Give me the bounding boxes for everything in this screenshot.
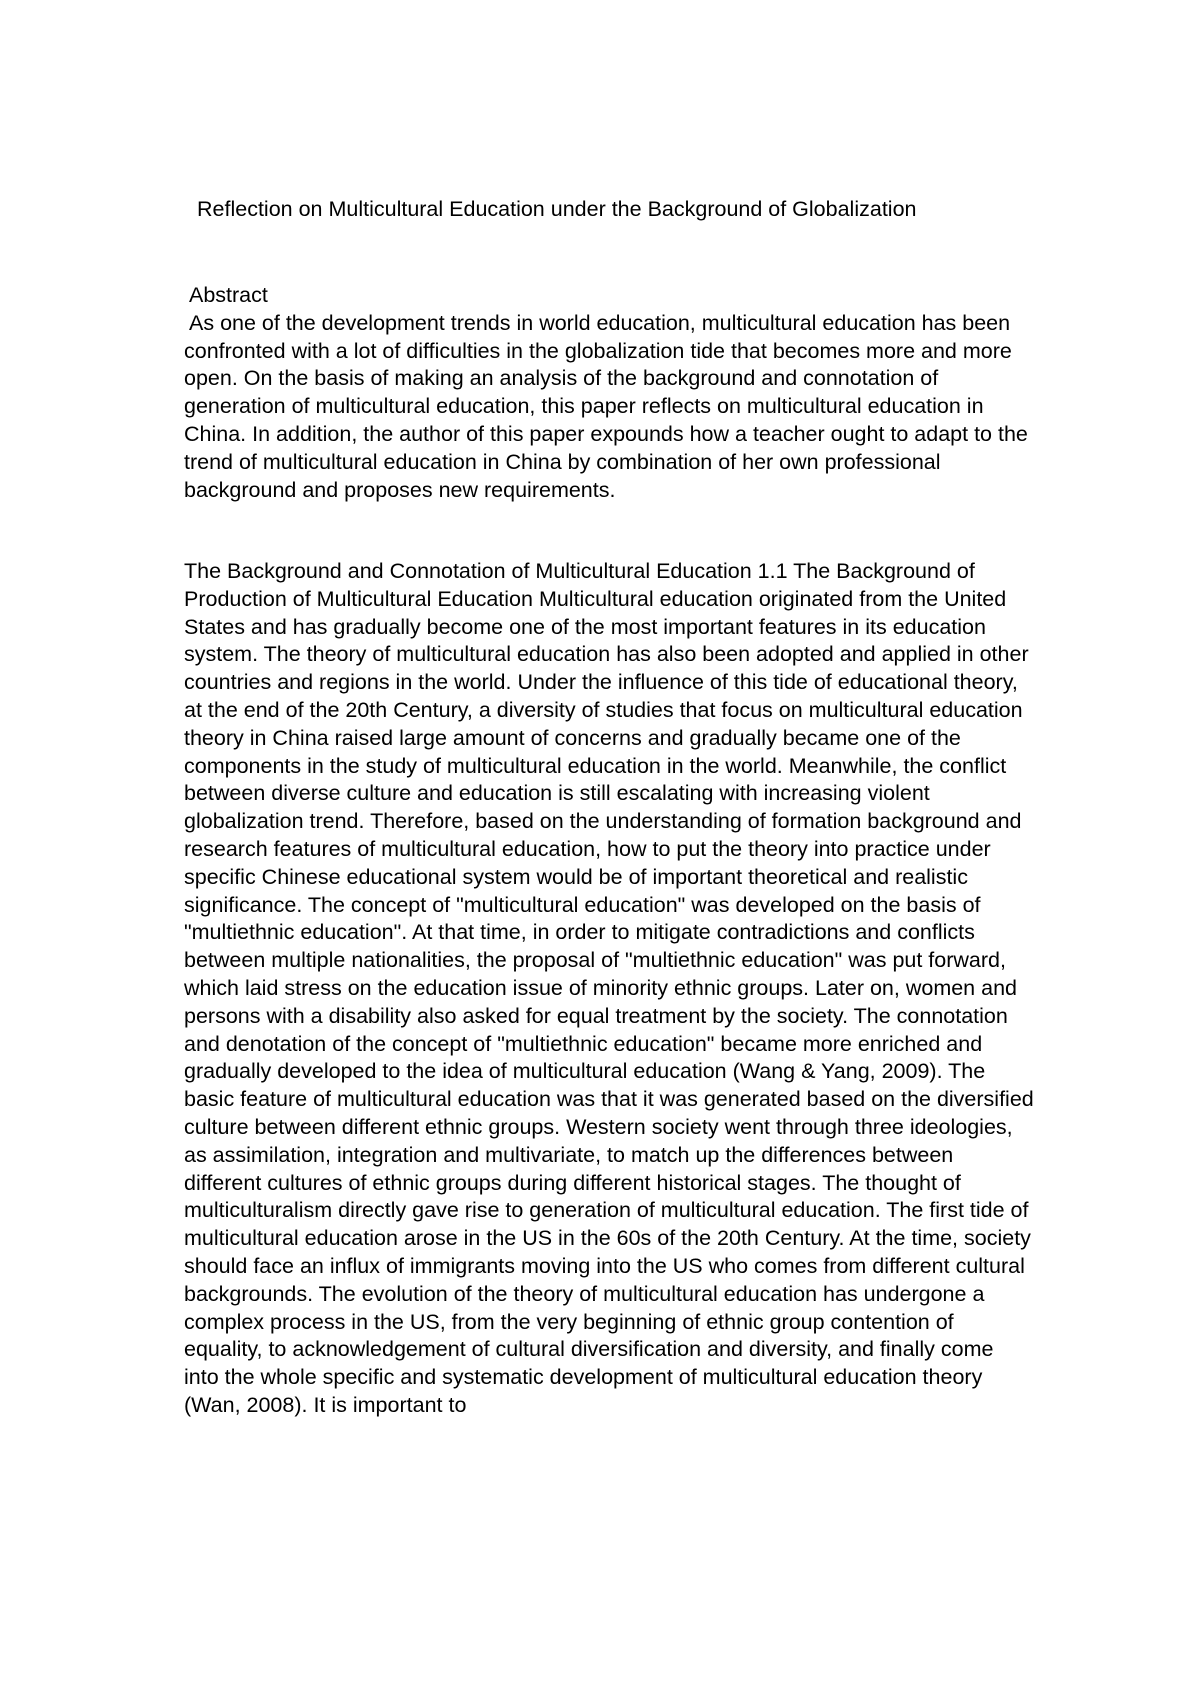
document-title: Reflection on Multicultural Education under the Background of Globalization — [197, 197, 917, 221]
abstract-paragraph: As one of the development trends in world education, multicultural education has been confronted with a lot of difficulties in the globalization tide that becomes more and more open. On the basis of making an analysis of the background and connotation of generation of multicultural education, this paper reflects on multicultural education in China. In addition, the author of this paper expounds how a teacher ought to adapt to the trend of multicultural education in China by combination of her own professional background and proposes new requirements. — [184, 310, 1028, 502]
body-paragraph: The Background and Connotation of Multicultural Education 1.1 The Background of Production of Multicultural Education Multicultural education originated from the United States and has gradually become one of the most important features in its education system. The theory of multicultural education has also been adopted and applied in other countries and regions in the world. Under the influence of this tide of educational theory, at the end of the 20th Century, a diversity of studies that focus on multicultural education theory in China raised large amount of concerns and gradually became one of the components in the study of multicultural education in the world. Meanwhile, the conflict between diverse culture and education is still escalating with increasing violent globalization trend. Therefore, based on the understanding of formation background and research features of multicultural education, how to put the theory into practice under specific Chinese educational system would be of important theoretical and realistic significance. The concept of "multicultural education" was developed on the basis of "multiethnic education". At that time, in order to mitigate contradictions and conflicts between multiple nationalities, the proposal of "multiethnic education" was put forward, which laid stress on the education issue of minority ethnic groups. Later on, women and persons with a disability also asked for equal treatment by the society. The connotation and denotation of the concept of "multiethnic education" became more enriched and gradually developed to the idea of multicultural education (Wang & Yang, 2009). The basic feature of multicultural education was that it was generated based on the diversified culture between different ethnic groups. Western society went through three ideologies, as assimilation, integration and multivariate, to match up the differences between different cultures of ethnic groups during different historical stages. The thought of multiculturalism directly gave rise to generation of multicultural education. The first tide of multicultural education arose in the US in the 60s of the 20th Century. At the time, society should face an influx of immigrants moving into the US who comes from different cultural backgrounds. The evolution of the theory of multicultural education has undergone a complex process in the US, from the very beginning of ethnic group contention of equality, to acknowledgement of cultural diversification and diversity, and finally come into the whole specific and systematic development of multicultural education theory (Wan, 2008). It is important to — [184, 559, 1034, 1417]
abstract-section — [184, 282, 1034, 504]
abstract-heading: Abstract — [189, 283, 268, 307]
